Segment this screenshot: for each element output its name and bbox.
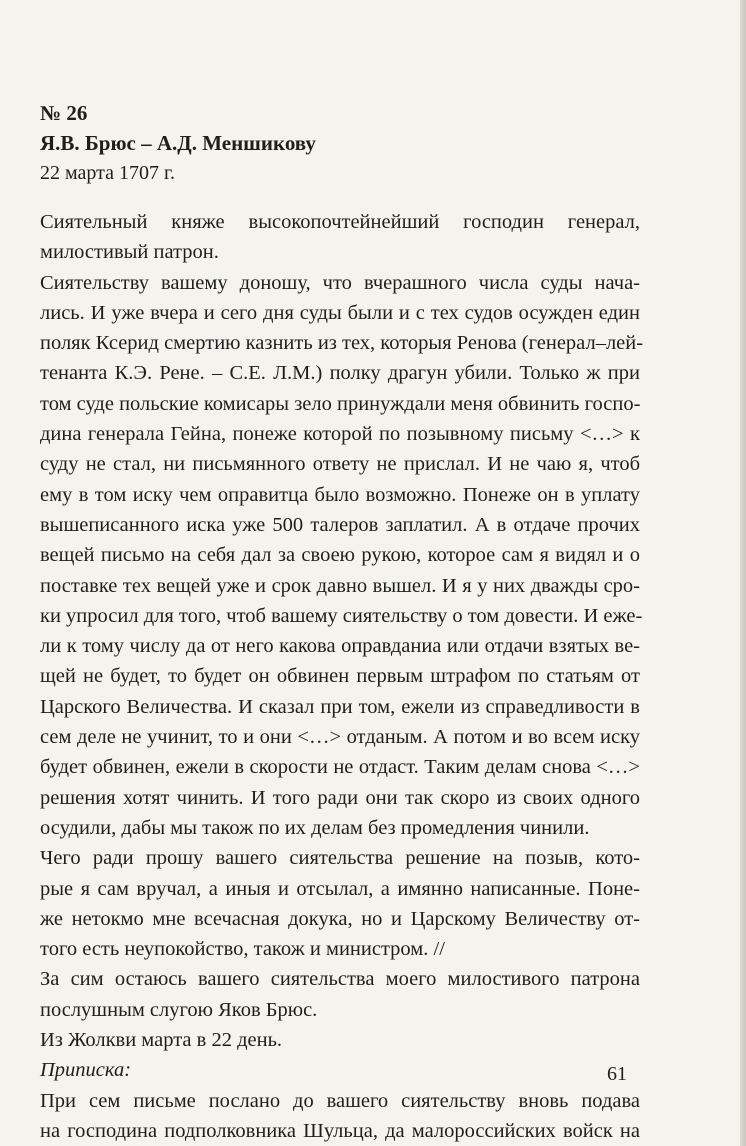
page-edge (740, 0, 746, 1146)
text-line: суду не стал, ни письмянного ответу не прислал. И не чаю я, чтоб (40, 453, 640, 476)
text-line: Из Жолкви марта в 22 день. (40, 1029, 283, 1052)
page-number: 61 (607, 1063, 627, 1085)
text-line: Сиятельный княже высокопочтейнейший господин генерал, (40, 211, 640, 233)
text-line: же нетокмо мне всечасная докука, но и Царскому Величеству от- (40, 907, 640, 930)
text-line: Царского Величества. И сказал при том, ежели из справедливости в (40, 695, 640, 718)
document-title: Я.В. Брюс – А.Д. Меншикову (40, 131, 316, 155)
text-line: решения хотят чинить. И того ради они так скоро из своих одного (40, 786, 640, 809)
document-date: 22 марта 1707 г. (40, 162, 175, 184)
text-line: Сиятельству вашему доношу, что вчерашного числа суды нача- (40, 271, 640, 294)
text-line: За сим остаюсь вашего сиятельства моего милостивого патрона (40, 968, 640, 991)
postscript-label: Приписка: (40, 1059, 132, 1082)
document-header (40, 98, 660, 188)
text-line: ему в том иску чем оправитца было возможно. Понеже он в уплату (40, 483, 640, 506)
text-line: том суде польские комисары зело принуждали меня обвинить госпо- (40, 392, 641, 415)
text-line: сем деле не учинит, то и они <…> отданым. А потом и во всем иску (40, 726, 640, 749)
letter-body (40, 207, 644, 1146)
text-line: на господина подполковника Шульца, да малороссийских войск на (40, 1119, 640, 1142)
text-line: будет обвинен, ежели в скорости не отдаст. Таким делам снова <…> (40, 756, 640, 779)
text-line: При сем письме послано до вашего сиятельству вновь подава (40, 1089, 640, 1112)
text-line: милостивый патрон. (40, 241, 219, 264)
text-line: вышеписанного иска уже 500 талеров заплатил. А в отдаче прочих (40, 513, 640, 536)
text-line: вещей письмо на себя дал за своею рукою, которое сам я видял и о (40, 544, 640, 567)
text-line: поставке тех вещей уже и срок давно вышел. И я у них дважды сро- (40, 574, 640, 597)
text-line: дина генерала Гейна, понеже которой по позывному письму <…> к (40, 423, 640, 446)
text-line: рые я сам вручал, а иныя и отсылал, а имянно написанные. Поне- (40, 877, 640, 900)
text-line: того есть неупокойство, також и министром. // (40, 938, 445, 961)
text-line: лись. И уже вчера и сего дня суды были и с тех судов осужден един (40, 301, 640, 324)
text-line: поляк Ксерид смертию казнить из тех, которыя Ренова (генерал–лей- (40, 332, 644, 355)
text-line: послушным слугою Яков Брюс. (40, 998, 318, 1021)
text-line: щей не будет, то будет он обвинен первым штрафом по статьям от (40, 665, 640, 688)
text-line: тенанта К.Э. Рене. – С.Е. Л.М.) полку драгун убили. Только ж при (40, 362, 640, 385)
text-line: осудили, дабы мы також по их делам без промедления чинили. (40, 816, 590, 839)
text-line: ки упросил для того, чтоб вашему сиятельству о том довести. И еже- (40, 604, 643, 627)
text-line: ли к тому числу да от него какова оправданиа или отдачи взятых ве- (40, 635, 640, 658)
document-number: № 26 (40, 101, 88, 125)
text-line: Чего ради прошу вашего сиятельства решение на позыв, кото- (40, 847, 640, 870)
